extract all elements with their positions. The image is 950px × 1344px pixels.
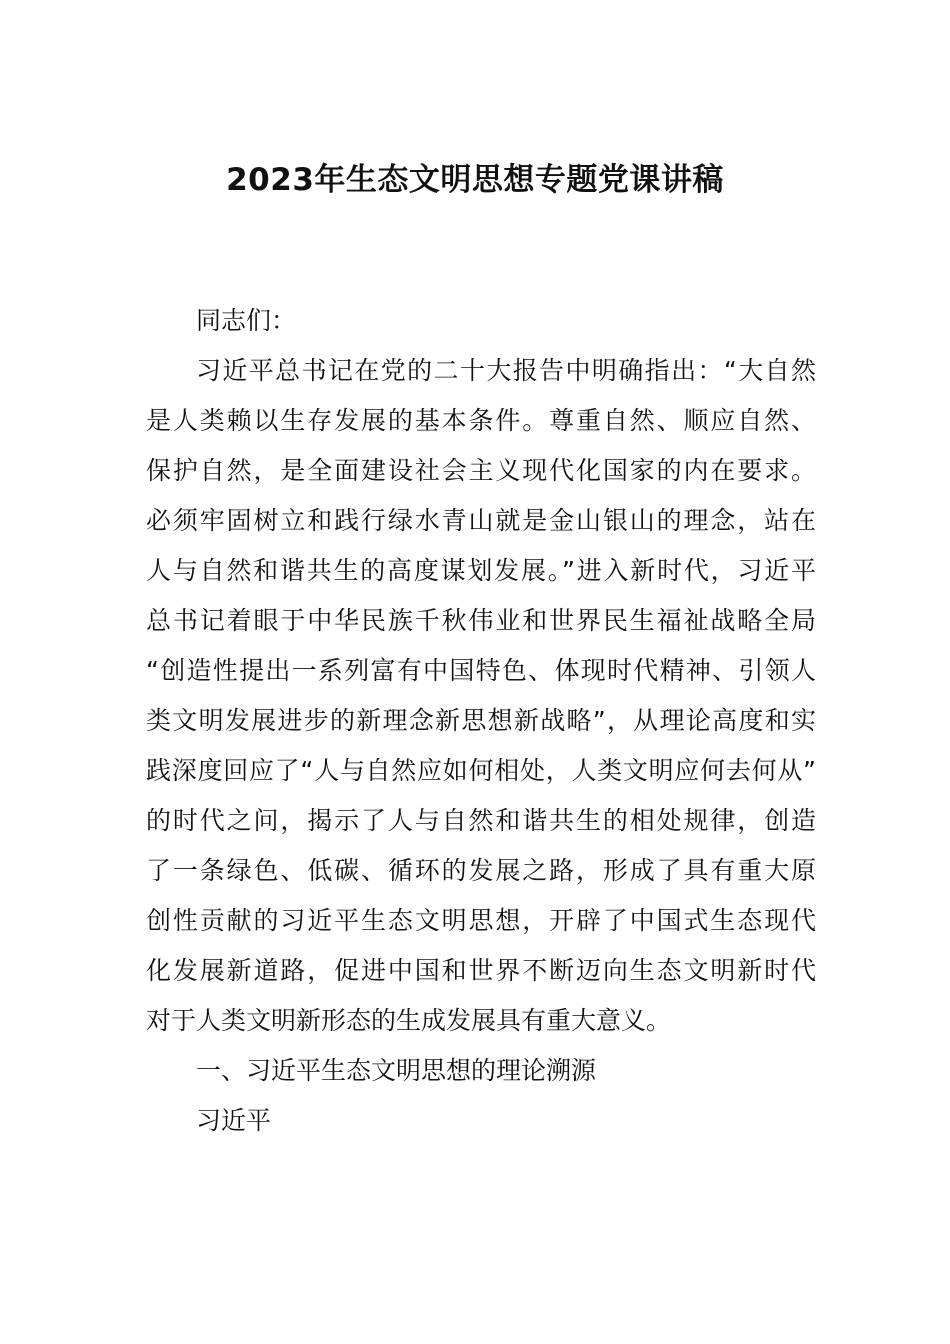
paragraph-line: 习近平 — [196, 1106, 272, 1135]
paragraph-line: 了一条绿色、低碳、循环的发展之路，形成了具有重大原 — [146, 856, 816, 885]
paragraph-line: 的时代之问，揭示了人与自然和谐共生的相处规律，创造 — [146, 806, 816, 835]
salutation-line: 同志们： — [196, 306, 297, 335]
document-title: 2023年生态文明思想专题党课讲稿 — [226, 162, 724, 198]
paragraph-line: 类文明发展进步的新理念新思想新战略”，从理论高度和实 — [146, 706, 816, 735]
paragraph-line: 是人类赖以生存发展的基本条件。尊重自然、顺应自然、 — [146, 406, 816, 435]
paragraph-line: 人与自然和谐共生的高度谋划发展。”进入新时代，习近平 — [146, 556, 816, 585]
paragraph-line: 保护自然，是全面建设社会主义现代化国家的内在要求。 — [146, 456, 816, 485]
paragraph-line: “创造性提出一系列富有中国特色、体现时代精神、引领人 — [146, 656, 816, 685]
document-body — [146, 296, 816, 1146]
paragraph-line: 创性贡献的习近平生态文明思想，开辟了中国式生态现代 — [146, 906, 816, 935]
paragraph-line: 习近平总书记在党的二十大报告中明确指出：“大自然 — [196, 356, 816, 385]
paragraph-line: 化发展新道路，促进中国和世界不断迈向生态文明新时代 — [146, 956, 816, 985]
paragraph-line: 践深度回应了“人与自然应如何相处，人类文明应何去何从” — [146, 756, 816, 785]
section-heading: 一、习近平生态文明思想的理论溯源 — [196, 1056, 597, 1085]
paragraph-line: 总书记着眼于中华民族千秋伟业和世界民生福祉战略全局 — [146, 606, 816, 635]
paragraph-line: 必须牢固树立和践行绿水青山就是金山银山的理念，站在 — [146, 506, 816, 535]
paragraph-line-last: 对于人类文明新形态的生成发展具有重大意义。 — [146, 1006, 672, 1035]
